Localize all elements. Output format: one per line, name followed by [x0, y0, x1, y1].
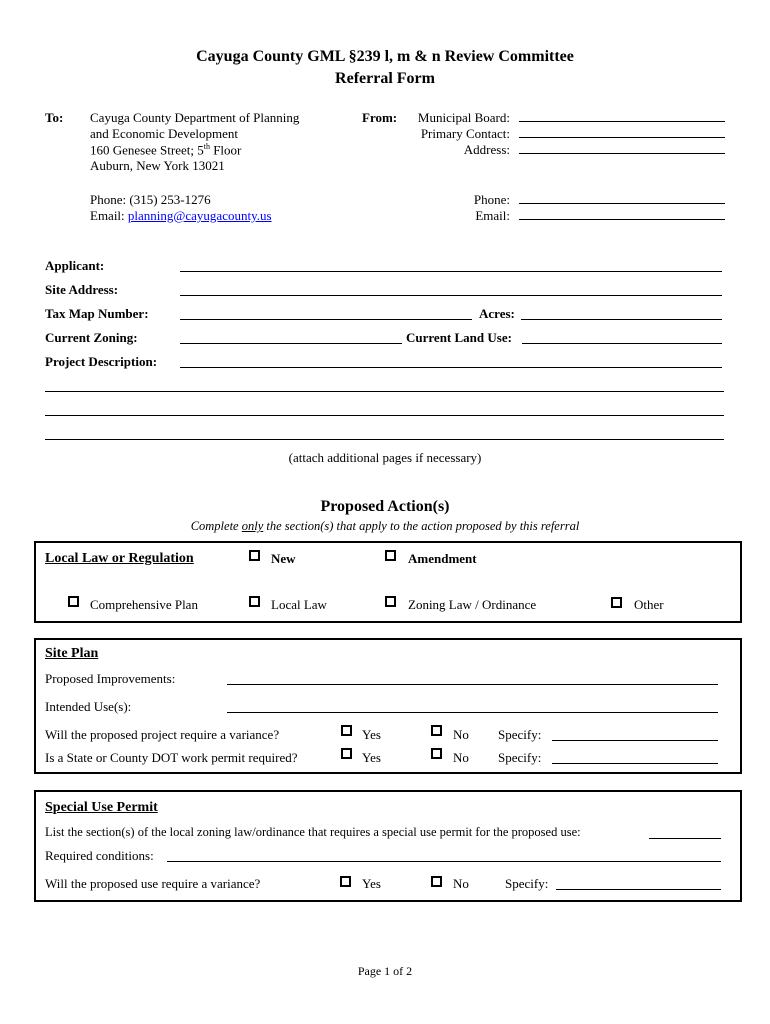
proposed-actions-title: Proposed Action(s) [320, 498, 450, 515]
instr-pre: Complete [190, 519, 242, 533]
email-link[interactable]: planning@cayugacounty.us [127, 208, 272, 223]
current-zoning-label: Current Zoning: [45, 330, 138, 345]
special-use-specify-label: Specify: [505, 876, 549, 891]
page-number: Page 1 of 2 [357, 964, 413, 978]
from-phone-field[interactable] [519, 203, 725, 204]
project-description-label: Project Description: [45, 354, 158, 369]
special-use-yes-checkbox[interactable] [340, 876, 351, 887]
comprehensive-plan-checkbox[interactable] [68, 596, 79, 607]
dot-yes-checkbox[interactable] [341, 748, 352, 759]
applicant-field[interactable] [180, 271, 722, 272]
current-land-use-field[interactable] [522, 343, 722, 344]
to-line1: Cayuga County Department of Planning [90, 110, 300, 125]
variance-yes-checkbox[interactable] [341, 725, 352, 736]
municipal-board-field[interactable] [519, 121, 725, 122]
intended-uses-field[interactable] [227, 712, 718, 713]
variance-specify-label: Specify: [498, 727, 542, 742]
intended-uses-label: Intended Use(s): [45, 699, 132, 714]
current-land-use-label: Current Land Use: [406, 330, 512, 345]
dot-specify-label: Specify: [498, 750, 542, 765]
variance-specify-field[interactable] [552, 740, 718, 741]
proposed-improvements-field[interactable] [227, 684, 718, 685]
comprehensive-plan-label: Comprehensive Plan [90, 597, 198, 612]
special-use-heading: Special Use Permit [45, 800, 158, 815]
amendment-label: Amendment [408, 551, 477, 566]
to-label: To: [45, 110, 64, 125]
proposed-improvements-label: Proposed Improvements: [45, 671, 176, 686]
from-label: From: [362, 110, 398, 125]
to-line4: Auburn, New York 13021 [90, 158, 225, 173]
from-phone-label: Phone: [473, 192, 510, 207]
site-address-label: Site Address: [45, 282, 119, 297]
other-label: Other [634, 597, 664, 612]
variance-no-checkbox[interactable] [431, 725, 442, 736]
amendment-checkbox[interactable] [385, 550, 396, 561]
address-label: Address: [463, 142, 510, 157]
tax-map-field[interactable] [180, 319, 472, 320]
required-conditions-label: Required conditions: [45, 848, 154, 863]
variance-no-label: No [453, 727, 469, 742]
acres-label: Acres: [479, 306, 515, 321]
municipal-board-label: Municipal Board: [417, 110, 510, 125]
form-title: Cayuga County GML §239 l, m & n Review Committee [196, 48, 574, 65]
to-email-label: Email: [90, 208, 128, 223]
to-line2: and Economic Development [90, 126, 239, 141]
zoning-law-checkbox[interactable] [385, 596, 396, 607]
local-law-heading: Local Law or Regulation [45, 551, 194, 566]
local-law-checkbox[interactable] [249, 596, 260, 607]
applicant-label: Applicant: [45, 258, 105, 273]
special-use-list-question: List the section(s) of the local zoning law/ordinance that requires a special use permit for the proposed use: [45, 825, 581, 839]
project-description-line-3[interactable] [45, 415, 724, 416]
variance-question: Will the proposed project require a variance? [45, 727, 280, 742]
site-address-field[interactable] [180, 295, 722, 296]
from-email-label: Email: [475, 208, 510, 223]
instr-post: the section(s) that apply to the action proposed by this referral [263, 519, 580, 533]
tax-map-label: Tax Map Number: [45, 306, 149, 321]
from-email-field[interactable] [519, 219, 725, 220]
instr-only: only [241, 519, 264, 533]
to-line3-post: Floor [209, 142, 242, 158]
dot-specify-field[interactable] [552, 763, 718, 764]
to-email [90, 208, 272, 224]
address-field[interactable] [519, 153, 725, 154]
attach-note: (attach additional pages if necessary) [288, 450, 482, 465]
special-use-no-label: No [453, 876, 469, 891]
project-description-field[interactable] [180, 367, 722, 368]
project-description-line-2[interactable] [45, 391, 724, 392]
to-phone: Phone: (315) 253-1276 [90, 192, 211, 207]
special-use-yes-label: Yes [362, 876, 381, 891]
form-subtitle: Referral Form [335, 70, 435, 87]
dot-no-checkbox[interactable] [431, 748, 442, 759]
local-law-label: Local Law [271, 597, 327, 612]
acres-field[interactable] [521, 319, 722, 320]
required-conditions-field[interactable] [167, 861, 721, 862]
dot-no-label: No [453, 750, 469, 765]
project-description-line-4[interactable] [45, 439, 724, 440]
other-checkbox[interactable] [611, 597, 622, 608]
to-line3-pre: 160 Genesee Street; 5 [90, 142, 204, 158]
new-checkbox[interactable] [249, 550, 260, 561]
variance-yes-label: Yes [362, 727, 381, 742]
special-use-variance-question: Will the proposed use require a variance? [45, 876, 261, 891]
to-line3 [90, 142, 241, 158]
site-plan-heading: Site Plan [45, 646, 99, 661]
special-use-sections-field[interactable] [649, 838, 721, 839]
zoning-law-label: Zoning Law / Ordinance [408, 597, 537, 612]
current-zoning-field[interactable] [180, 343, 402, 344]
primary-contact-label: Primary Contact: [420, 126, 510, 141]
dot-yes-label: Yes [362, 750, 381, 765]
primary-contact-field[interactable] [519, 137, 725, 138]
to-line3-sup: th [203, 142, 210, 151]
special-use-specify-field[interactable] [556, 889, 721, 890]
proposed-actions-instructions [0, 519, 770, 534]
dot-permit-question: Is a State or County DOT work permit required? [45, 750, 298, 765]
special-use-no-checkbox[interactable] [431, 876, 442, 887]
new-label: New [271, 551, 296, 566]
